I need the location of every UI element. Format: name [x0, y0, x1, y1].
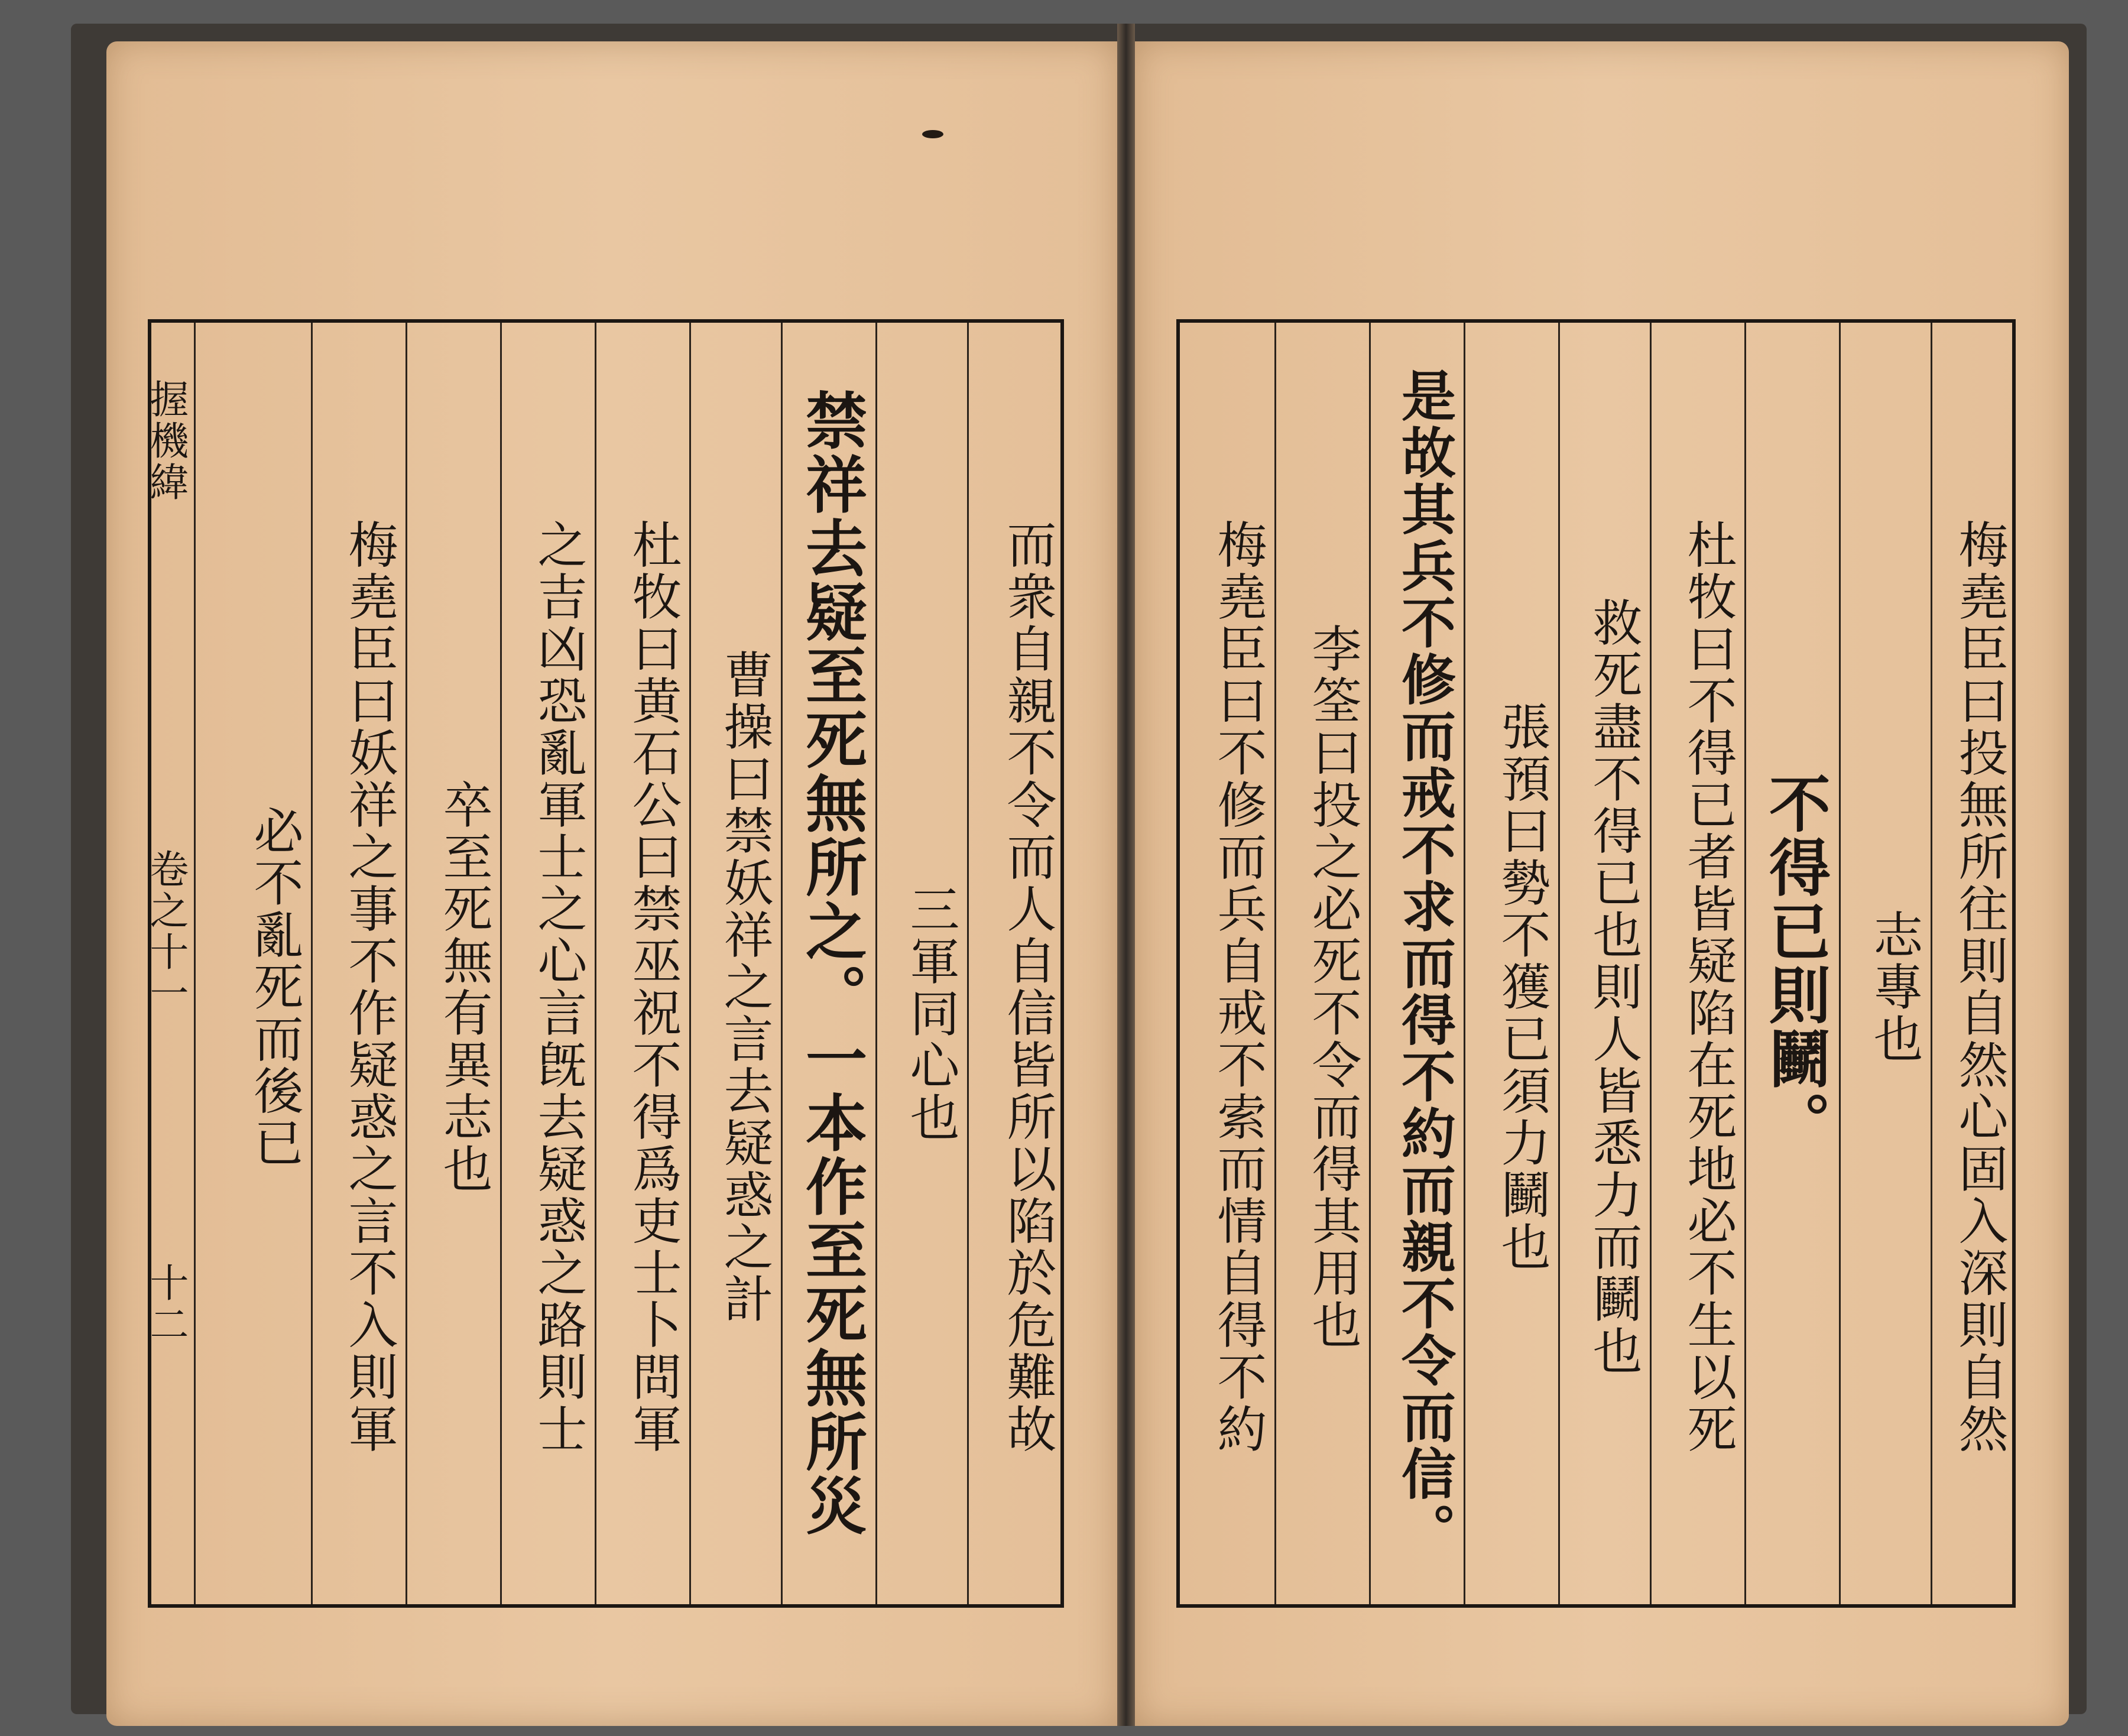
- text-column-8: [1274, 323, 1369, 1604]
- column-text: 禁祥去疑至死無所之。一本作至死無所災: [795, 389, 868, 1538]
- column-text: 卒至死無有異志也: [435, 779, 493, 1195]
- column-text: 志專也: [1866, 909, 1923, 1065]
- ink-blot: [922, 130, 943, 138]
- book-gutter: [1117, 24, 1135, 1726]
- column-text: 張預曰勢不獲已須力鬭也: [1493, 701, 1551, 1273]
- column-text: 梅堯臣曰妖祥之事不作疑惑之言不入則軍: [340, 519, 398, 1455]
- text-column-6: [500, 323, 595, 1604]
- margin-column: [143, 323, 194, 1604]
- column-text: 曹操曰禁妖祥之言去疑惑之計: [716, 649, 774, 1325]
- left-page: [106, 41, 1117, 1726]
- column-text: 之吉凶恐亂軍士之心言旣去疑惑之路則士: [530, 519, 588, 1455]
- column-text: 杜牧曰不得已者皆疑陷在死地必不生以死: [1679, 519, 1737, 1455]
- text-column-1: [1931, 323, 2016, 1604]
- text-column-1: [967, 323, 1064, 1604]
- column-text: 救死盡不得已也則人皆悉力而鬭也: [1585, 597, 1643, 1377]
- text-column-5: [1558, 323, 1650, 1604]
- text-column-3: [781, 323, 875, 1604]
- text-column-7: [406, 323, 500, 1604]
- text-column-8: [311, 323, 406, 1604]
- open-book: [71, 24, 2087, 1714]
- text-column-3: [1744, 323, 1839, 1604]
- column-text: 梅堯臣曰投無所往則自然心固入深則自然: [1951, 519, 2009, 1455]
- right-page: [1135, 41, 2069, 1726]
- text-column-9: [194, 323, 311, 1604]
- column-text: 梅堯臣曰不修而兵自戒不索而情自得不約: [1209, 519, 1267, 1455]
- text-column-9: [1180, 323, 1274, 1604]
- left-text-frame: [143, 319, 1064, 1608]
- text-column-5: [595, 323, 689, 1604]
- text-column-2: [875, 323, 967, 1604]
- column-text: 而衆自親不令而人自信皆所以陷於危難故: [999, 519, 1057, 1455]
- column-text: 必不亂死而後已: [246, 805, 304, 1169]
- folio-number: 十二: [143, 1263, 189, 1345]
- text-column-2: [1839, 323, 1931, 1604]
- column-text: 三軍同心也: [902, 884, 960, 1144]
- column-text: 不得已則鬭。: [1759, 772, 1831, 1155]
- column-text: 是故其兵不修而戒不求而得不約而親不令而信。: [1393, 368, 1456, 1559]
- column-text: 李筌曰投之必死不令而得其用也: [1304, 623, 1362, 1351]
- text-column-4: [1650, 323, 1744, 1604]
- text-column-4: [689, 323, 781, 1604]
- book-title: 握機緯: [143, 379, 189, 503]
- column-text: 杜牧曰黄石公曰禁巫祝不得爲吏士卜問軍: [624, 519, 682, 1455]
- text-column-6: [1464, 323, 1558, 1604]
- right-text-frame: [1176, 319, 2016, 1608]
- text-column-7: [1369, 323, 1464, 1604]
- volume-label: 卷之十一: [143, 849, 189, 1014]
